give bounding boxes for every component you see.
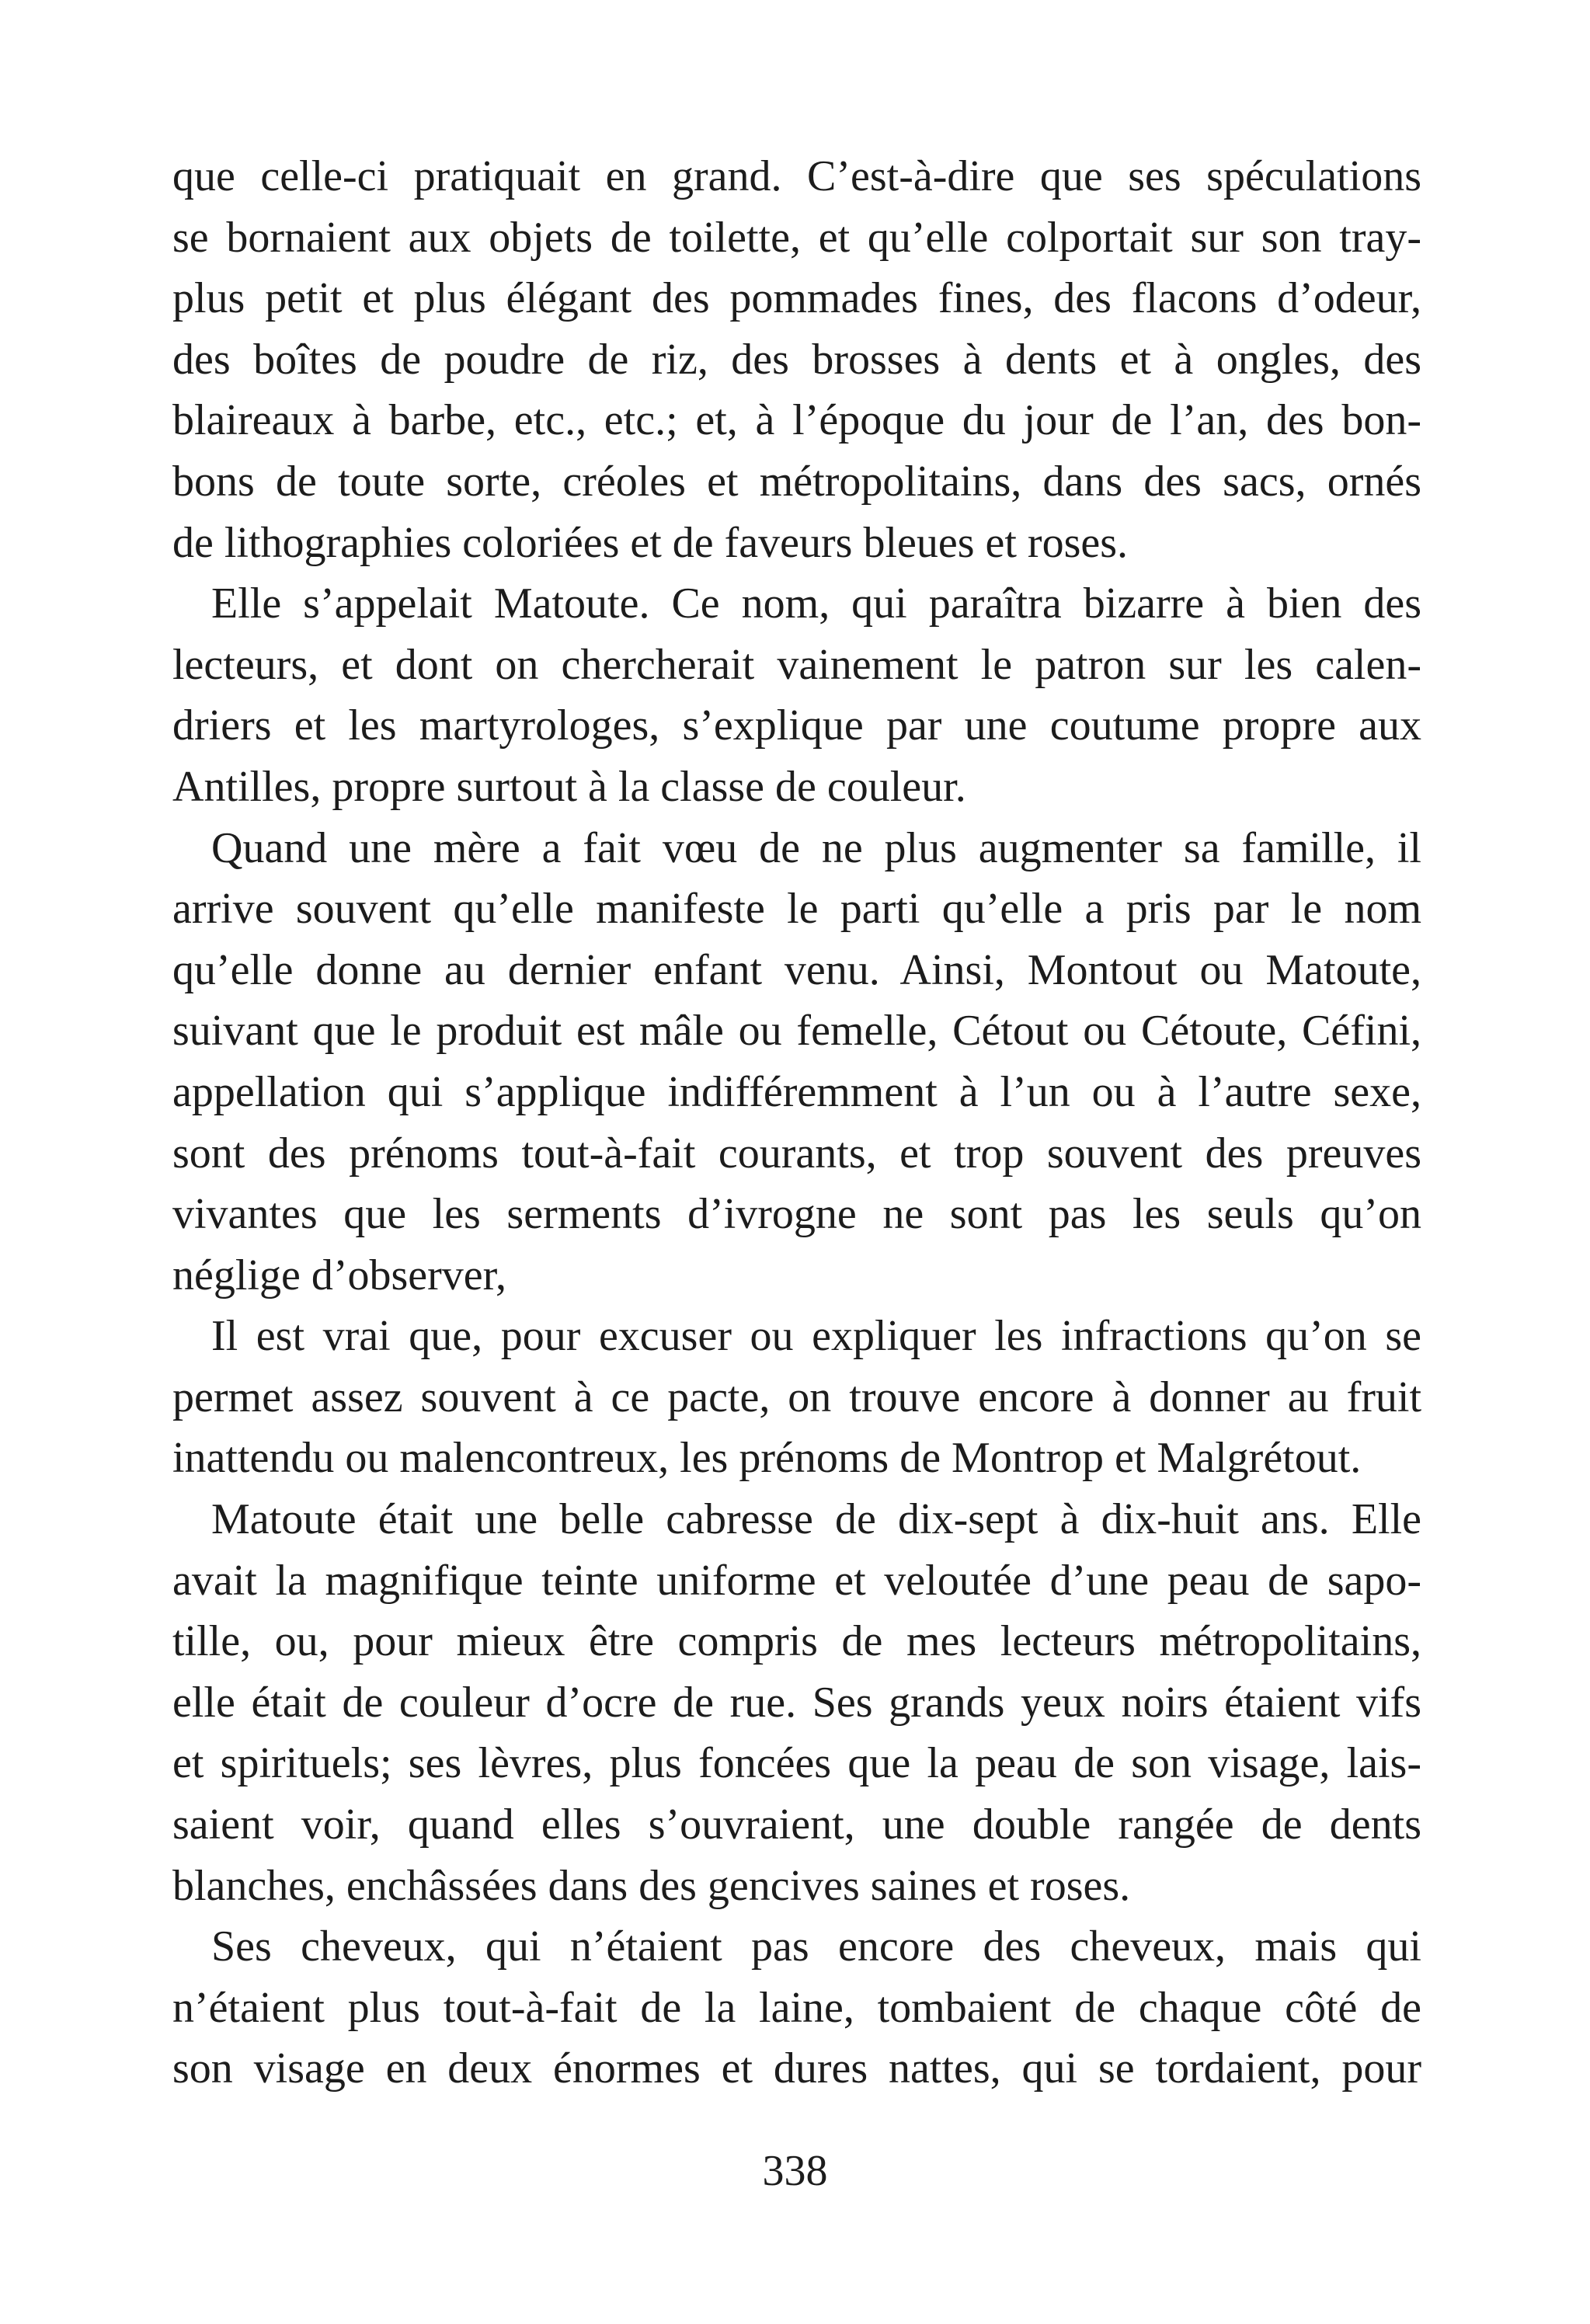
text-line: Ses cheveux, qui n’étaient pas encore des cheveux, mais qui bbox=[211, 1922, 1421, 1971]
text-line: avait la magnifique teinte uniforme et veloutée d’une peau de sapo- bbox=[172, 1556, 1421, 1605]
page-body bbox=[172, 146, 1421, 2100]
text-line: de lithographies coloriées et de faveurs bleues et roses. bbox=[172, 518, 1129, 567]
text-line: blaireaux à barbe, etc., etc.; et, à l’époque du jour de l’an, des bon- bbox=[172, 396, 1421, 445]
text-line: que celle-ci pratiquait en grand. C’est-à-dire que ses spéculations bbox=[172, 152, 1421, 200]
text-line: bons de toute sorte, créoles et métropolitains, dans des sacs, ornés bbox=[172, 457, 1421, 506]
paragraph-1 bbox=[172, 146, 1421, 573]
text-line: se bornaient aux objets de toilette, et qu’elle colportait sur son tray- bbox=[172, 213, 1421, 262]
text-line: saient voir, quand elles s’ouvraient, une double rangée de dents bbox=[172, 1800, 1421, 1849]
text-line: appellation qui s’applique indifféremment à l’un ou à l’autre sexe, bbox=[172, 1067, 1421, 1116]
text-line: vivantes que les serments d’ivrogne ne sont pas les seuls qu’on bbox=[172, 1190, 1421, 1239]
text-line: driers et les martyrologes, s’explique par une coutume propre aux bbox=[172, 701, 1421, 750]
text-line: des boîtes de poudre de riz, des brosses à dents et à ongles, des bbox=[172, 335, 1421, 384]
text-line: sont des prénoms tout-à-fait courants, et trop souvent des preuves bbox=[172, 1129, 1421, 1178]
text-line: son visage en deux énormes et dures nattes, qui se tordaient, pour bbox=[172, 2044, 1421, 2093]
text-line: Antilles, propre surtout à la classe de couleur. bbox=[172, 762, 966, 811]
text-line: néglige d’observer, bbox=[172, 1251, 507, 1299]
text-line: Elle s’appelait Matoute. Ce nom, qui paraîtra bizarre à bien des bbox=[211, 579, 1421, 628]
paragraph-5 bbox=[172, 1489, 1421, 1916]
text-line: permet assez souvent à ce pacte, on trouve encore à donner au fruit bbox=[172, 1372, 1421, 1421]
text-line: arrive souvent qu’elle manifeste le parti qu’elle a pris par le nom bbox=[172, 885, 1421, 934]
paragraph-6 bbox=[172, 1916, 1421, 2100]
text-line: Quand une mère a fait vœu de ne plus augmenter sa famille, il bbox=[211, 823, 1421, 872]
paragraph-4 bbox=[172, 1306, 1421, 1489]
text-line: qu’elle donne au dernier enfant venu. Ainsi, Montout ou Matoute, bbox=[172, 945, 1421, 994]
text-line: Il est vrai que, pour excuser ou expliquer les infractions qu’on se bbox=[211, 1312, 1421, 1361]
paragraph-2 bbox=[172, 573, 1421, 817]
text-line: et spirituels; ses lèvres, plus foncées que la peau de son visage, lais- bbox=[172, 1739, 1421, 1788]
text-line: tille, ou, pour mieux être compris de mes lecteurs métropolitains, bbox=[172, 1617, 1421, 1666]
paragraph-3 bbox=[172, 818, 1421, 1306]
text-line: suivant que le produit est mâle ou femelle, Cétout ou Cétoute, Céfini, bbox=[172, 1007, 1421, 1056]
text-line: n’étaient plus tout-à-fait de la laine, tombaient de chaque côté de bbox=[172, 1983, 1421, 2032]
text-line: inattendu ou malencontreux, les prénoms de Montrop et Malgrétout. bbox=[172, 1434, 1362, 1483]
text-line: elle était de couleur d’ocre de rue. Ses grands yeux noirs étaient vifs bbox=[172, 1678, 1421, 1727]
text-line: blanches, enchâssées dans des gencives saines et roses. bbox=[172, 1861, 1131, 1910]
text-line: Matoute était une belle cabresse de dix-sept à dix-huit ans. Elle bbox=[211, 1495, 1421, 1544]
text-line: lecteurs, et dont on chercherait vainement le patron sur les calen- bbox=[172, 640, 1421, 689]
text-line: plus petit et plus élégant des pommades fines, des flacons d’odeur, bbox=[172, 274, 1421, 323]
page-number: 338 bbox=[762, 2147, 828, 2195]
